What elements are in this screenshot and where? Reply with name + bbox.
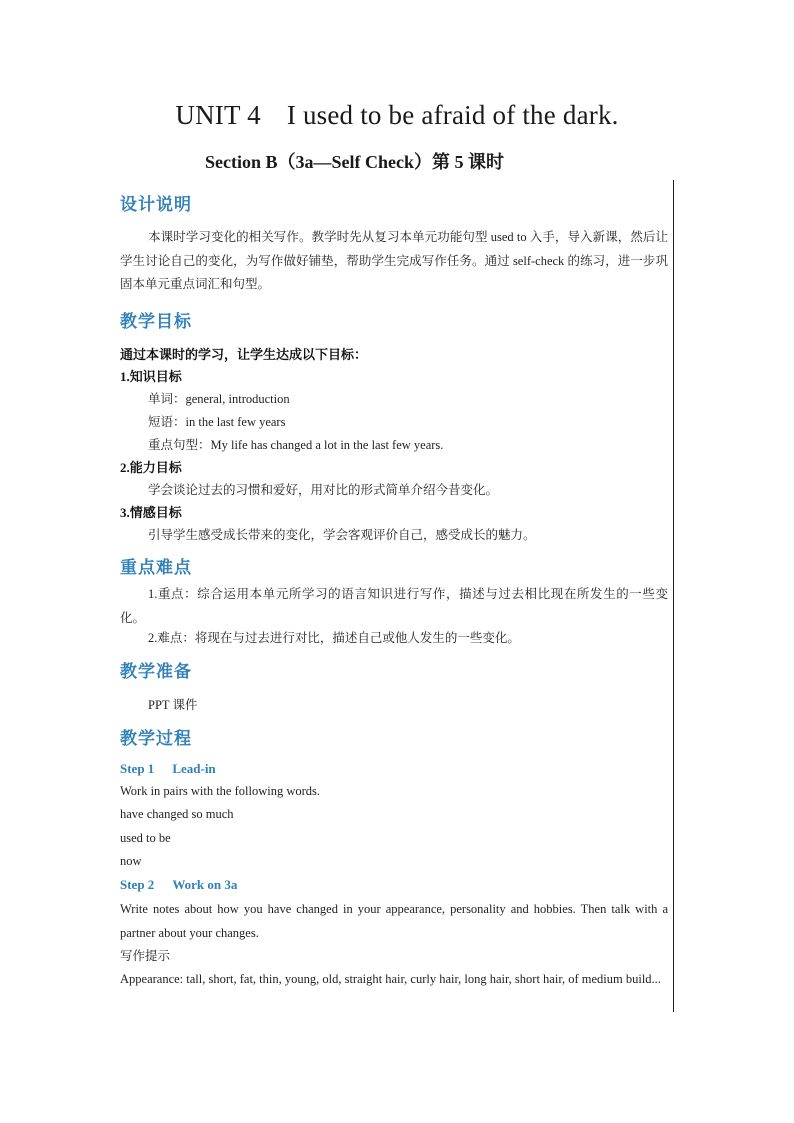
design-text: 本课时学习变化的相关写作。教学时先从复习本单元功能句型 used to 入手，导入新课，然后让学生讨论自己的变化，为写作做好铺垫，帮助学生完成写作任务。通过 self-check 的练习，进一步巩固本单元重点词汇和句型。	[120, 230, 668, 291]
page-title	[0, 100, 794, 131]
step-1-line: have changed so much	[120, 807, 234, 821]
step-1-title: Lead-in	[172, 761, 216, 776]
heading-design: 设计说明	[120, 195, 192, 215]
phrases-line: 短语：in the last few years	[148, 415, 286, 429]
step-1-heading	[120, 761, 216, 777]
unit-label: UNIT 4	[175, 100, 261, 130]
emotion-text: 引导学生感受成长带来的变化，学会客观评价自己，感受成长的魅力。	[148, 528, 536, 542]
step-2-title: Work on 3a	[172, 877, 238, 892]
heading-keypoints: 重点难点	[120, 558, 192, 578]
design-paragraph	[120, 226, 668, 297]
heading-process: 教学过程	[120, 729, 192, 749]
step-1-line: used to be	[120, 831, 171, 845]
appearance-text: Appearance: tall, short, fat, thin, young, old, straight hair, curly hair, long hair, short hair, of medium build...	[120, 972, 661, 986]
step-1-line: now	[120, 854, 142, 868]
unit-title: I used to be afraid of the dark.	[286, 100, 619, 130]
keypoint-1	[120, 583, 668, 630]
ability-text: 学会谈论过去的习惯和爱好，用对比的形式简单介绍今昔变化。	[148, 483, 499, 497]
words-line: 单词：general, introduction	[148, 392, 290, 406]
step-2-heading	[120, 877, 237, 893]
sentences-line: 重点句型：My life has changed a lot in the last few years.	[148, 438, 444, 452]
writing-tip-label: 写作提示	[120, 949, 171, 963]
objectives-intro: 通过本课时的学习，让学生达成以下目标：	[120, 347, 368, 362]
keypoint-1-text: 1.重点：综合运用本单元所学习的语言知识进行写作，描述与过去相比现在所发生的一些变化。	[120, 587, 668, 625]
step-2-text: Write notes about how you have changed in your appearance, personality and hobbies. Then talk with a partner about your changes.	[120, 902, 668, 940]
ability-title: 2.能力目标	[120, 460, 182, 475]
keypoint-2: 2.难点：将现在与过去进行对比，描述自己或他人发生的一些变化。	[148, 631, 520, 645]
heading-prep: 教学准备	[120, 662, 192, 682]
section-subtitle: Section B（3a—Self Check）第 5 课时	[205, 152, 504, 172]
emotion-title: 3.情感目标	[120, 505, 182, 520]
step-1-label: Step 1	[120, 761, 155, 776]
heading-objectives: 教学目标	[120, 312, 192, 332]
prep-text: PPT 课件	[148, 698, 198, 712]
step-1-line: Work in pairs with the following words.	[120, 784, 321, 798]
step-2-label: Step 2	[120, 877, 155, 892]
knowledge-title: 1.知识目标	[120, 369, 182, 384]
margin-rule	[673, 180, 674, 1012]
